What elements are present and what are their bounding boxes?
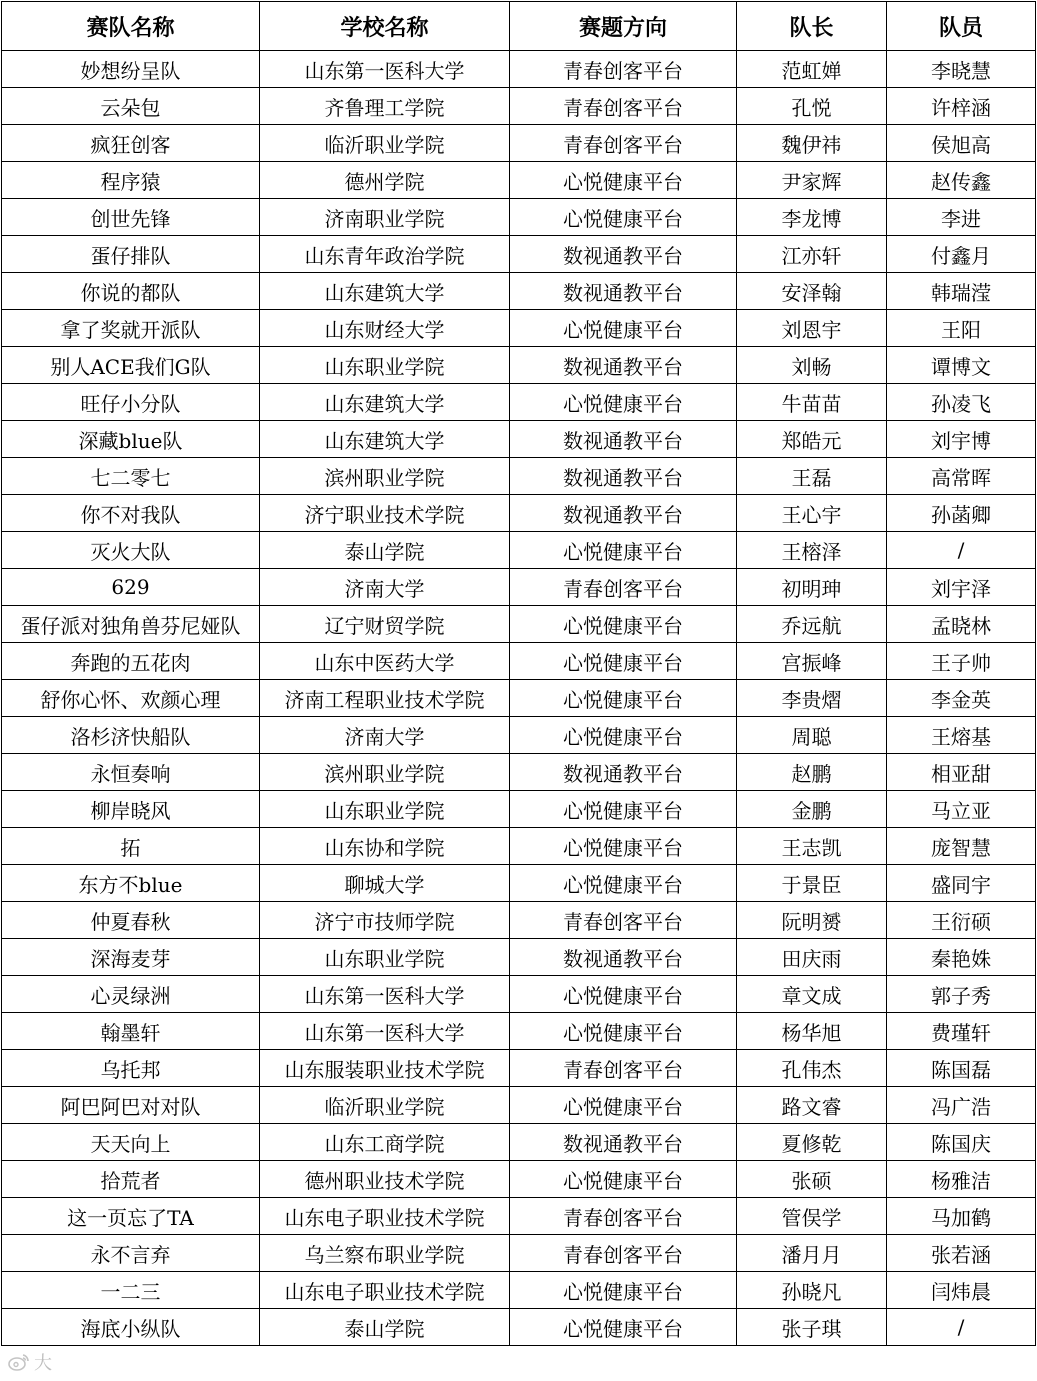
track-cell: 数视通教平台	[510, 236, 737, 273]
school-name-cell: 济宁市技师学院	[260, 902, 510, 939]
captain-cell: 金鹏	[737, 791, 887, 828]
captain-cell: 安泽翰	[737, 273, 887, 310]
school-name-cell: 济南大学	[260, 717, 510, 754]
captain-cell: 魏伊祎	[737, 125, 887, 162]
table-row	[2, 1198, 1036, 1235]
track-cell: 数视通教平台	[510, 1124, 737, 1161]
track-cell: 青春创客平台	[510, 1235, 737, 1272]
team-name-cell: 天天向上	[2, 1124, 260, 1161]
member-cell: 陈国磊	[887, 1050, 1036, 1087]
member-cell: 刘宇博	[887, 421, 1036, 458]
captain-cell: 阮明赟	[737, 902, 887, 939]
track-cell: 青春创客平台	[510, 125, 737, 162]
member-cell: 王熔基	[887, 717, 1036, 754]
member-cell: 侯旭高	[887, 125, 1036, 162]
school-name-cell: 山东电子职业技术学院	[260, 1198, 510, 1235]
team-name-cell: 你说的都队	[2, 273, 260, 310]
school-name-cell: 山东协和学院	[260, 828, 510, 865]
school-name-cell: 山东工商学院	[260, 1124, 510, 1161]
track-cell: 心悦健康平台	[510, 532, 737, 569]
member-cell: 陈国庆	[887, 1124, 1036, 1161]
team-name-cell: 东方不blue	[2, 865, 260, 902]
team-table	[1, 1, 1036, 1346]
member-cell: 韩瑞滢	[887, 273, 1036, 310]
captain-cell: 管俣学	[737, 1198, 887, 1235]
team-name-cell: 海底小纵队	[2, 1309, 260, 1346]
member-cell: 郭子秀	[887, 976, 1036, 1013]
header-team-name: 赛队名称	[2, 2, 260, 51]
school-name-cell: 山东服装职业技术学院	[260, 1050, 510, 1087]
captain-cell: 王榕泽	[737, 532, 887, 569]
captain-cell: 潘月月	[737, 1235, 887, 1272]
school-name-cell: 德州学院	[260, 162, 510, 199]
track-cell: 心悦健康平台	[510, 1087, 737, 1124]
table-row	[2, 902, 1036, 939]
member-cell: 马加鹤	[887, 1198, 1036, 1235]
track-cell: 数视通教平台	[510, 273, 737, 310]
school-name-cell: 辽宁财贸学院	[260, 606, 510, 643]
member-cell: 费瑾轩	[887, 1013, 1036, 1050]
team-name-cell: 你不对我队	[2, 495, 260, 532]
member-cell: /	[887, 1309, 1036, 1346]
track-cell: 心悦健康平台	[510, 1309, 737, 1346]
team-name-cell: 旺仔小分队	[2, 384, 260, 421]
table-row	[2, 384, 1036, 421]
school-name-cell: 济宁职业技术学院	[260, 495, 510, 532]
header-member: 队员	[887, 2, 1036, 51]
team-name-cell: 云朵包	[2, 88, 260, 125]
table-row	[2, 680, 1036, 717]
table-row	[2, 532, 1036, 569]
member-cell: 王阳	[887, 310, 1036, 347]
table-row	[2, 1050, 1036, 1087]
team-name-cell: 创世先锋	[2, 199, 260, 236]
captain-cell: 田庆雨	[737, 939, 887, 976]
captain-cell: 王志凯	[737, 828, 887, 865]
track-cell: 心悦健康平台	[510, 976, 737, 1013]
school-name-cell: 临沂职业学院	[260, 125, 510, 162]
track-cell: 心悦健康平台	[510, 643, 737, 680]
team-name-cell: 深海麦芽	[2, 939, 260, 976]
track-cell: 心悦健康平台	[510, 1272, 737, 1309]
track-cell: 青春创客平台	[510, 902, 737, 939]
member-cell: 孟晓林	[887, 606, 1036, 643]
team-name-cell: 柳岸晓风	[2, 791, 260, 828]
school-name-cell: 济南工程职业技术学院	[260, 680, 510, 717]
captain-cell: 王磊	[737, 458, 887, 495]
school-name-cell: 泰山学院	[260, 532, 510, 569]
team-name-cell: 拿了奖就开派队	[2, 310, 260, 347]
captain-cell: 王心宇	[737, 495, 887, 532]
team-name-cell: 阿巴阿巴对对队	[2, 1087, 260, 1124]
school-name-cell: 山东中医药大学	[260, 643, 510, 680]
team-name-cell: 妙想纷呈队	[2, 51, 260, 88]
table-row	[2, 1161, 1036, 1198]
track-cell: 青春创客平台	[510, 1198, 737, 1235]
track-cell: 数视通教平台	[510, 421, 737, 458]
watermark	[8, 1349, 52, 1375]
table-row	[2, 643, 1036, 680]
captain-cell: 孔伟杰	[737, 1050, 887, 1087]
member-cell: 高常晖	[887, 458, 1036, 495]
track-cell: 心悦健康平台	[510, 162, 737, 199]
track-cell: 数视通教平台	[510, 495, 737, 532]
member-cell: 许梓涵	[887, 88, 1036, 125]
captain-cell: 张子琪	[737, 1309, 887, 1346]
track-cell: 心悦健康平台	[510, 828, 737, 865]
team-name-cell: 灭火大队	[2, 532, 260, 569]
member-cell: 盛同宇	[887, 865, 1036, 902]
table-row	[2, 458, 1036, 495]
captain-cell: 江亦轩	[737, 236, 887, 273]
table-row	[2, 88, 1036, 125]
member-cell: 孙菡卿	[887, 495, 1036, 532]
captain-cell: 张硕	[737, 1161, 887, 1198]
weibo-logo-icon	[8, 1353, 30, 1371]
member-cell: /	[887, 532, 1036, 569]
table-row	[2, 1013, 1036, 1050]
member-cell: 赵传鑫	[887, 162, 1036, 199]
team-name-cell: 仲夏春秋	[2, 902, 260, 939]
school-name-cell: 山东职业学院	[260, 791, 510, 828]
table-row	[2, 865, 1036, 902]
table-row	[2, 125, 1036, 162]
member-cell: 李金英	[887, 680, 1036, 717]
captain-cell: 周聪	[737, 717, 887, 754]
school-name-cell: 山东职业学院	[260, 939, 510, 976]
team-name-cell: 这一页忘了TA	[2, 1198, 260, 1235]
member-cell: 谭博文	[887, 347, 1036, 384]
table-body	[2, 51, 1036, 1346]
captain-cell: 牛苗苗	[737, 384, 887, 421]
table-row	[2, 162, 1036, 199]
track-cell: 青春创客平台	[510, 1050, 737, 1087]
captain-cell: 章文成	[737, 976, 887, 1013]
school-name-cell: 济南大学	[260, 569, 510, 606]
member-cell: 马立亚	[887, 791, 1036, 828]
table-row	[2, 1087, 1036, 1124]
table-row	[2, 495, 1036, 532]
track-cell: 数视通教平台	[510, 458, 737, 495]
track-cell: 数视通教平台	[510, 347, 737, 384]
track-cell: 心悦健康平台	[510, 1013, 737, 1050]
captain-cell: 初明珅	[737, 569, 887, 606]
team-name-cell: 翰墨轩	[2, 1013, 260, 1050]
table-row	[2, 51, 1036, 88]
track-cell: 数视通教平台	[510, 939, 737, 976]
team-name-cell: 心灵绿洲	[2, 976, 260, 1013]
school-name-cell: 山东电子职业技术学院	[260, 1272, 510, 1309]
table-row	[2, 754, 1036, 791]
team-name-cell: 拓	[2, 828, 260, 865]
table-row	[2, 1124, 1036, 1161]
track-cell: 心悦健康平台	[510, 791, 737, 828]
member-cell: 杨雅洁	[887, 1161, 1036, 1198]
captain-cell: 于景臣	[737, 865, 887, 902]
captain-cell: 宫振峰	[737, 643, 887, 680]
header-track: 赛题方向	[510, 2, 737, 51]
track-cell: 心悦健康平台	[510, 680, 737, 717]
table-row	[2, 569, 1036, 606]
header-captain: 队长	[737, 2, 887, 51]
table-row	[2, 310, 1036, 347]
team-name-cell: 蛋仔排队	[2, 236, 260, 273]
school-name-cell: 齐鲁理工学院	[260, 88, 510, 125]
team-name-cell: 别人ACE我们G队	[2, 347, 260, 384]
member-cell: 冯广浩	[887, 1087, 1036, 1124]
captain-cell: 李龙博	[737, 199, 887, 236]
team-name-cell: 七二零七	[2, 458, 260, 495]
school-name-cell: 山东第一医科大学	[260, 976, 510, 1013]
captain-cell: 孔悦	[737, 88, 887, 125]
school-name-cell: 乌兰察布职业学院	[260, 1235, 510, 1272]
table-row	[2, 717, 1036, 754]
table-row	[2, 421, 1036, 458]
table-row	[2, 1272, 1036, 1309]
table-row	[2, 1235, 1036, 1272]
watermark-text: 大	[34, 1353, 52, 1374]
school-name-cell: 山东第一医科大学	[260, 1013, 510, 1050]
captain-cell: 孙晓凡	[737, 1272, 887, 1309]
school-name-cell: 山东建筑大学	[260, 421, 510, 458]
captain-cell: 刘畅	[737, 347, 887, 384]
captain-cell: 乔远航	[737, 606, 887, 643]
team-name-cell: 舒你心怀、欢颜心理	[2, 680, 260, 717]
member-cell: 相亚甜	[887, 754, 1036, 791]
captain-cell: 刘恩宇	[737, 310, 887, 347]
school-name-cell: 山东财经大学	[260, 310, 510, 347]
school-name-cell: 临沂职业学院	[260, 1087, 510, 1124]
track-cell: 心悦健康平台	[510, 865, 737, 902]
track-cell: 青春创客平台	[510, 88, 737, 125]
team-name-cell: 深藏blue队	[2, 421, 260, 458]
table-row	[2, 236, 1036, 273]
track-cell: 青春创客平台	[510, 569, 737, 606]
table-row	[2, 273, 1036, 310]
captain-cell: 范虹婵	[737, 51, 887, 88]
member-cell: 庞智慧	[887, 828, 1036, 865]
track-cell: 青春创客平台	[510, 51, 737, 88]
table-row	[2, 828, 1036, 865]
school-name-cell: 山东青年政治学院	[260, 236, 510, 273]
track-cell: 数视通教平台	[510, 754, 737, 791]
school-name-cell: 济南职业学院	[260, 199, 510, 236]
school-name-cell: 山东建筑大学	[260, 384, 510, 421]
team-name-cell: 奔跑的五花肉	[2, 643, 260, 680]
table-row	[2, 347, 1036, 384]
school-name-cell: 泰山学院	[260, 1309, 510, 1346]
team-name-cell: 疯狂创客	[2, 125, 260, 162]
member-cell: 王衍硕	[887, 902, 1036, 939]
member-cell: 秦艳姝	[887, 939, 1036, 976]
track-cell: 心悦健康平台	[510, 1161, 737, 1198]
track-cell: 心悦健康平台	[510, 717, 737, 754]
header-school-name: 学校名称	[260, 2, 510, 51]
school-name-cell: 山东职业学院	[260, 347, 510, 384]
table-row	[2, 791, 1036, 828]
captain-cell: 赵鹏	[737, 754, 887, 791]
captain-cell: 路文睿	[737, 1087, 887, 1124]
member-cell: 刘宇泽	[887, 569, 1036, 606]
table-row	[2, 976, 1036, 1013]
school-name-cell: 德州职业技术学院	[260, 1161, 510, 1198]
team-name-cell: 629	[2, 569, 260, 606]
school-name-cell: 滨州职业学院	[260, 754, 510, 791]
member-cell: 付鑫月	[887, 236, 1036, 273]
captain-cell: 李贵熠	[737, 680, 887, 717]
team-name-cell: 一二三	[2, 1272, 260, 1309]
track-cell: 心悦健康平台	[510, 199, 737, 236]
member-cell: 闫炜晨	[887, 1272, 1036, 1309]
member-cell: 孙凌飞	[887, 384, 1036, 421]
team-name-cell: 蛋仔派对独角兽芬尼娅队	[2, 606, 260, 643]
header-row	[2, 2, 1036, 51]
team-name-cell: 洛杉济快船队	[2, 717, 260, 754]
track-cell: 心悦健康平台	[510, 310, 737, 347]
school-name-cell: 山东建筑大学	[260, 273, 510, 310]
member-cell: 李进	[887, 199, 1036, 236]
captain-cell: 夏修乾	[737, 1124, 887, 1161]
team-name-cell: 永不言弃	[2, 1235, 260, 1272]
track-cell: 心悦健康平台	[510, 384, 737, 421]
school-name-cell: 滨州职业学院	[260, 458, 510, 495]
school-name-cell: 聊城大学	[260, 865, 510, 902]
school-name-cell: 山东第一医科大学	[260, 51, 510, 88]
member-cell: 王子帅	[887, 643, 1036, 680]
captain-cell: 尹家辉	[737, 162, 887, 199]
captain-cell: 郑皓元	[737, 421, 887, 458]
team-name-cell: 乌托邦	[2, 1050, 260, 1087]
track-cell: 心悦健康平台	[510, 606, 737, 643]
table-row	[2, 939, 1036, 976]
table-row	[2, 1309, 1036, 1346]
table-row	[2, 606, 1036, 643]
team-name-cell: 永恒奏响	[2, 754, 260, 791]
team-name-cell: 拾荒者	[2, 1161, 260, 1198]
captain-cell: 杨华旭	[737, 1013, 887, 1050]
member-cell: 李晓慧	[887, 51, 1036, 88]
table-row	[2, 199, 1036, 236]
member-cell: 张若涵	[887, 1235, 1036, 1272]
team-name-cell: 程序猿	[2, 162, 260, 199]
